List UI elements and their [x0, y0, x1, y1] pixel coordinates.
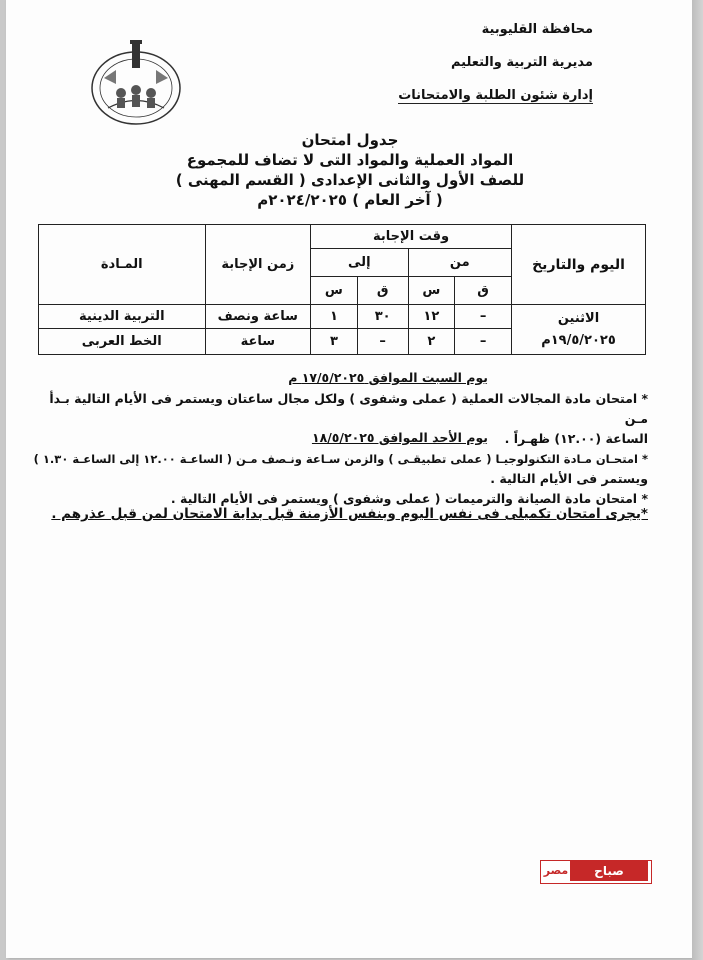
- day-date-cell: [512, 305, 646, 355]
- from-minutes-cell: –: [455, 329, 512, 355]
- header-from: من: [408, 249, 512, 277]
- from-minutes-cell: –: [455, 305, 512, 329]
- to-hours-cell: ٣: [311, 329, 358, 355]
- to-minutes-cell: ٣٠: [357, 305, 408, 329]
- subject-cell: التربية الدينية: [39, 305, 206, 329]
- exam-day: الاثنين: [557, 310, 600, 326]
- watermark-logo: [540, 860, 650, 882]
- directorate-label: مديرية التربية والتعليم: [450, 55, 593, 70]
- exam-date: ١٩/٥/٢٠٢٥م: [541, 332, 616, 348]
- to-minutes-cell: –: [357, 329, 408, 355]
- header-duration: زمن الإجابة: [205, 225, 311, 305]
- saturday-note-line-1: * امتحان مادة المجالات العملية ( عملى وشفوى ) ولكل مجال ساعتان ويستمر فى الأيام التالية بـدأ مـن: [49, 391, 648, 426]
- page-edge: [692, 0, 703, 960]
- header-to-hours: س: [311, 277, 358, 305]
- header-from-minutes: ق: [455, 277, 512, 305]
- title-term: ( آخر العام ) ٢٠٢٤/٢٠٢٥م: [257, 191, 443, 209]
- from-hours-cell: ١٢: [408, 305, 455, 329]
- governorate-seal-logo: [86, 38, 186, 128]
- sunday-note-line-2: ويستمر فى الأيام التالية .: [490, 471, 648, 486]
- governorate-label: محافظة القليوبية: [481, 22, 593, 37]
- header-to: إلى: [311, 249, 408, 277]
- watermark-main-text: صباح: [570, 861, 648, 881]
- exam-table: [38, 224, 646, 355]
- table-row: [39, 305, 646, 329]
- duration-cell: ساعة ونصف: [205, 305, 311, 329]
- duration-cell: ساعة: [205, 329, 311, 355]
- title-subjects: المواد العملية والمواد التى لا تضاف للمجموع: [186, 151, 514, 169]
- watermark-side-text: مصر: [543, 864, 569, 877]
- sunday-heading: يوم الأحد الموافق ١٨/٥/٢٠٢٥: [311, 430, 488, 445]
- title-grades: للصف الأول والثانى الإعدادى ( القسم المهنى ): [175, 171, 525, 189]
- header-to-minutes: ق: [357, 277, 408, 305]
- saturday-note-line-2: الساعة (١٢.٠٠) ظهـراً .: [504, 431, 648, 446]
- title-schedule: جدول امتحان: [301, 131, 399, 149]
- to-hours-cell: ١: [311, 305, 358, 329]
- sunday-note-line-3: * امتحان مادة الصيانة والترميمات ( عملى وشفوى ) ويستمر فى الأيام التالية .: [170, 491, 648, 506]
- saturday-heading: يوم السبت الموافق ١٧/٥/٢٠٢٥ م: [288, 370, 488, 385]
- makeup-exam-note: *يجرى امتحان تكميلى فى نفس اليوم وبنفس الأزمنة قبل بداية الامتحان لمن قبل عذرهم .: [51, 506, 648, 522]
- header-subject: المـادة: [39, 225, 206, 305]
- header-from-hours: س: [408, 277, 455, 305]
- department-label: إدارة شئون الطلبة والامتحانات: [398, 88, 593, 103]
- header-answer-time: وقت الإجابة: [311, 225, 512, 249]
- subject-cell: الخط العربى: [39, 329, 206, 355]
- header-day-date: اليوم والتاريخ: [512, 225, 646, 305]
- from-hours-cell: ٢: [408, 329, 455, 355]
- sunday-note-line-1: * امتحـان مـادة التكنولوجيـا ( عملى تطبيقـى ) والزمن سـاعة ونـصف مـن ( الساعـة ١٢.٠٠ إلى الساعـة ١.٣٠ ): [33, 452, 648, 466]
